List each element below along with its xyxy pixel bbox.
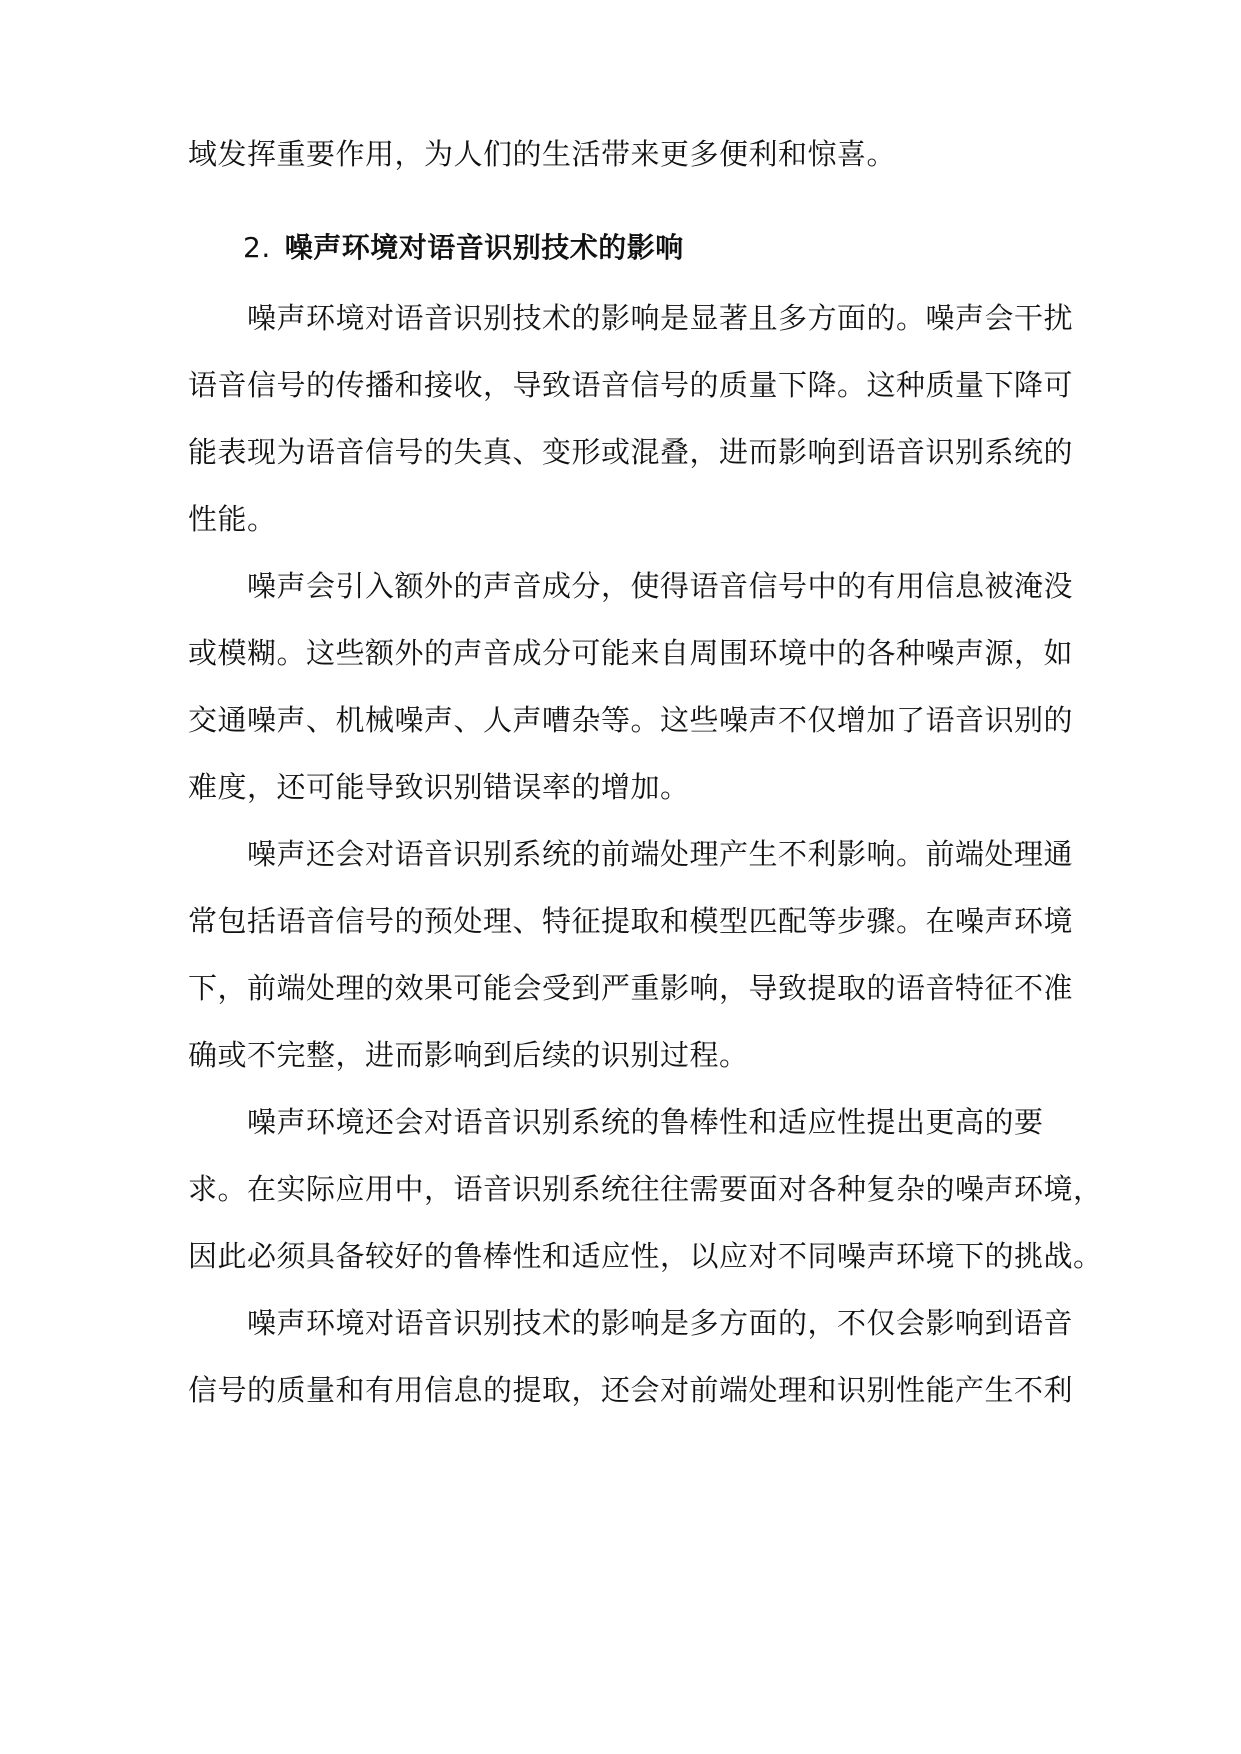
paragraph-line: 下，前端处理的效果可能会受到严重影响，导致提取的语音特征不准 xyxy=(188,971,1074,1005)
paragraph-line: 性能。 xyxy=(188,502,277,536)
section-title: 噪声环境对语音识别技术的影响 xyxy=(284,231,684,264)
paragraph-line: 求。在实际应用中，语音识别系统往往需要面对各种复杂的噪声环境， xyxy=(188,1172,1103,1206)
paragraph-line: 难度，还可能导致识别错误率的增加。 xyxy=(188,770,690,804)
paragraph-line: 域发挥重要作用，为人们的生活带来更多便利和惊喜。 xyxy=(188,137,897,171)
paragraph-line: 因此必须具备较好的鲁棒性和适应性，以应对不同噪声环境下的挑战。 xyxy=(188,1239,1103,1273)
paragraph-line: 确或不完整，进而影响到后续的识别过程。 xyxy=(188,1038,749,1072)
paragraph-line: 噪声会引入额外的声音成分，使得语音信号中的有用信息被淹没 xyxy=(247,569,1074,603)
section-number: 2. xyxy=(243,231,271,264)
paragraph-line: 噪声还会对语音识别系统的前端处理产生不利影响。前端处理通 xyxy=(247,837,1074,871)
paragraph-line: 语音信号的传播和接收，导致语音信号的质量下降。这种质量下降可 xyxy=(188,368,1074,402)
paragraph-line: 信号的质量和有用信息的提取，还会对前端处理和识别性能产生不利 xyxy=(188,1373,1074,1407)
paragraph-line: 或模糊。这些额外的声音成分可能来自周围环境中的各种噪声源，如 xyxy=(188,636,1074,670)
paragraph-line: 噪声环境还会对语音识别系统的鲁棒性和适应性提出更高的要 xyxy=(247,1105,1044,1139)
paragraph-line: 能表现为语音信号的失真、变形或混叠，进而影响到语音识别系统的 xyxy=(188,435,1074,469)
section-heading xyxy=(243,228,684,268)
paragraph-line: 噪声环境对语音识别技术的影响是多方面的，不仅会影响到语音 xyxy=(247,1306,1074,1340)
paragraph-line: 常包括语音信号的预处理、特征提取和模型匹配等步骤。在噪声环境 xyxy=(188,904,1074,938)
paragraph-line: 交通噪声、机械噪声、人声嘈杂等。这些噪声不仅增加了语音识别的 xyxy=(188,703,1074,737)
paragraph-line: 噪声环境对语音识别技术的影响是显著且多方面的。噪声会干扰 xyxy=(247,301,1074,335)
